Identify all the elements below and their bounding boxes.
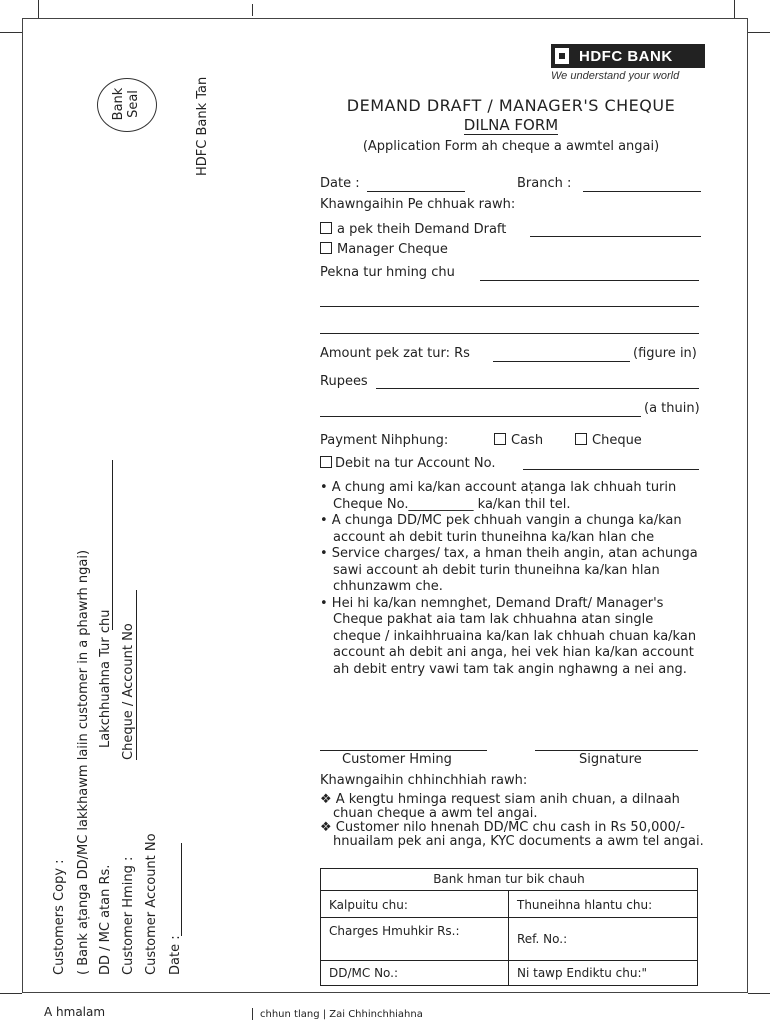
amount-figure-field[interactable] [493, 361, 630, 362]
amount-label: Amount pek zat tur: Rs [320, 346, 470, 361]
option-manager-cheque[interactable] [320, 242, 448, 257]
stub-hming-label: Customer Hming : [121, 856, 136, 975]
customer-hming-field[interactable] [320, 750, 487, 751]
declaration-item: • Service charges/ tax, a hman theih angin, atan achunga sawi account ah debit turin thuneihna ka/kan hlan chhunzawm che. [320, 546, 698, 594]
hdfc-logo-icon [551, 44, 573, 68]
checkbox-demand-draft[interactable] [320, 222, 332, 234]
table-header: Bank hman tur bik chauh [321, 869, 697, 891]
declaration-item: • A chunga DD/MC pek chhuah vangin a chunga ka/kan account ah debit turin thuneihna ka/kan hlan che [320, 513, 682, 545]
thuneihna-cell[interactable]: Thuneihna hlantu chu: [509, 891, 697, 918]
option-demand-draft-label: a pek theih Demand Draft [337, 222, 507, 237]
signature-field[interactable] [535, 750, 698, 751]
ref-no-cell[interactable]: Ref. No.: [509, 918, 697, 961]
date-field[interactable] [367, 191, 465, 192]
khawngaihin-label: Khawngaihin Pe chhuak rawh: [320, 197, 516, 212]
payee-field[interactable] [480, 280, 699, 281]
form-subtitle-text: DILNA FORM [463, 116, 559, 134]
declaration-item: • Hei hi ka/kan nemnghet, Demand Draft/ Manager's Cheque pakhat aia tam lak chhuahna atan single cheque / inkaihhruaina ka/kan lak chhuah chuan ka/kan account ah debit ani anga, hei vek hian ka/kan account ah debit entry vawi tam tak angin nghawng a nei ang. [320, 595, 697, 677]
rupees-field[interactable] [376, 388, 699, 389]
charges-cell[interactable]: Charges Hmuhkir Rs.: [321, 918, 509, 961]
checkbox-cheque[interactable] [575, 433, 587, 445]
stub-copy-title: Customers Copy : [52, 859, 67, 975]
chhinchhiah-label: Khawngaihin chhinchhiah rawh: [320, 773, 528, 788]
payee-field-line2[interactable] [320, 306, 699, 307]
form-note: (Application Form ah cheque a awmtel angai) [362, 139, 660, 154]
customer-hming-label: Customer Hming [342, 752, 452, 767]
note-item: ❖ Customer nilo hnenah DD/MC chu cash in Rs 50,000/- hnuailam pek ani anga, KYC documents a awm tel angai. [320, 820, 704, 849]
hdfc-logo [551, 44, 705, 68]
tagline: We understand your world [551, 70, 680, 82]
thuin-label: (a thuin) [644, 401, 700, 416]
stub-date-label: Date : [168, 935, 183, 975]
demand-draft-field[interactable] [530, 236, 701, 237]
bank-seal-label: Bank Seal [111, 87, 141, 121]
checkbox-manager-cheque[interactable] [320, 242, 332, 254]
figure-label: (figure in) [633, 346, 697, 361]
branch-field[interactable] [583, 191, 701, 192]
crop-mark [734, 0, 735, 18]
nitawp-cell[interactable]: Ni tawp Endiktu chu:" [517, 966, 648, 980]
stub-account-label: Customer Account No [144, 833, 159, 975]
footer-center: chhun tlang | Zai Chhinchhiahna [260, 1009, 423, 1020]
declaration-list [320, 480, 705, 678]
crop-mark [748, 32, 770, 33]
stub-line [112, 460, 113, 630]
form-title: DEMAND DRAFT / MANAGER'S CHEQUE [346, 96, 676, 115]
stub-line [136, 590, 137, 760]
kalpuitu-cell[interactable]: Kalpuitu chu: [321, 891, 509, 918]
stub-dd-label: DD / MC atan Rs. [98, 864, 113, 975]
debit-account[interactable] [320, 456, 495, 471]
declaration-item: • A chung ami ka/kan account aṭanga lak chhuah turin Cheque No.__________ ka/kan thil tel. [320, 480, 677, 512]
stub-cheque-label: Cheque / Account No [121, 623, 136, 760]
payment-cash[interactable] [494, 433, 543, 448]
date-label: Date : [320, 176, 360, 191]
ddmc-no-cell[interactable]: DD/MC No.: [321, 961, 509, 985]
payment-label: Payment Nihphung: [320, 433, 449, 448]
stub-lakchhuah-label: Lakchhuahna Tur chu [98, 609, 113, 748]
payment-cheque[interactable] [575, 433, 642, 448]
payment-cheque-label: Cheque [592, 433, 642, 448]
rupees-words-field[interactable] [320, 416, 641, 417]
option-manager-cheque-label: Manager Cheque [337, 242, 448, 257]
stub-copy-note: ( Bank aṭanga DD/MC lakkhawm laiin customer in a phawrh ngai) [76, 549, 91, 975]
brand-name: HDFC BANK [579, 47, 673, 65]
payment-cash-label: Cash [511, 433, 544, 448]
crop-mark [252, 4, 253, 16]
debit-account-label: Debit na tur Account No. [335, 456, 496, 471]
crop-mark [748, 993, 770, 994]
bank-use-table [320, 868, 698, 986]
stub-line [181, 843, 182, 936]
signature-label: Signature [579, 752, 642, 767]
notes-list [320, 793, 705, 849]
option-demand-draft[interactable] [320, 222, 506, 237]
crop-mark [252, 1008, 253, 1020]
crop-mark [38, 0, 39, 18]
rupees-label: Rupees [320, 374, 368, 389]
note-item: ❖ A kengtu hminga request siam anih chuan, a dilnaah chuan cheque a awm tel angai. [320, 792, 680, 821]
form-subtitle [320, 116, 702, 134]
branch-label: Branch : [517, 176, 572, 191]
crop-mark [0, 993, 22, 994]
pekna-label: Pekna tur hming chu [320, 265, 455, 280]
checkbox-cash[interactable] [494, 433, 506, 445]
debit-account-field[interactable] [523, 469, 699, 470]
checkbox-debit-account[interactable] [320, 456, 332, 468]
hdfc-bank-tan: HDFC Bank Tan [195, 76, 210, 176]
footer-left: A hmalam [44, 1005, 106, 1019]
crop-mark [0, 32, 22, 33]
payee-field-line3[interactable] [320, 333, 699, 334]
